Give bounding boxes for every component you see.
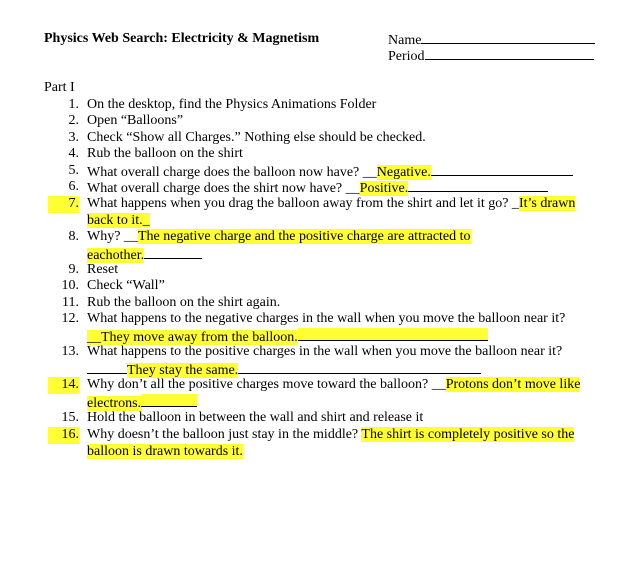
item-text <box>87 344 593 379</box>
answer-text-continued: electrons. <box>87 395 142 411</box>
item-text: Open “Balloons” <box>87 113 184 128</box>
question-text: What happens to the negative charges in the wall when you move the balloon near it? <box>87 311 566 326</box>
item-number: 1. <box>68 97 79 112</box>
item-text <box>87 229 593 264</box>
item-text: On the desktop, find the Physics Animations Folder <box>87 97 377 112</box>
item-text <box>87 179 593 198</box>
item-number: 7. <box>48 196 79 213</box>
question-text: What happens when you drag the balloon away from the shirt and let it go? _ <box>87 196 519 211</box>
item-number: 16. <box>48 427 79 444</box>
part-heading: Part I <box>44 80 75 95</box>
item-number: 13. <box>61 344 79 359</box>
item-number: 3. <box>68 130 79 145</box>
question-text: Why doesn’t the balloon just stay in the middle? <box>87 427 359 442</box>
answer-text: They stay the same. <box>127 362 239 378</box>
item-number: 4. <box>68 146 79 161</box>
period-blank-line[interactable] <box>425 47 594 60</box>
period-label: Period <box>388 49 425 64</box>
item-number: 14. <box>48 377 79 394</box>
item-number: 2. <box>68 113 79 128</box>
answer-text-continued: balloon is drawn towards it. <box>87 443 243 459</box>
answer-text: The negative charge and the positive charge are attracted to <box>137 229 471 244</box>
answer-blank-line <box>144 246 202 259</box>
answer-blank-line <box>298 328 488 341</box>
period-field[interactable] <box>388 47 594 65</box>
question-text: Why? __ <box>87 229 138 244</box>
answer-text: Protons don’t move like <box>445 377 581 392</box>
question-text: Why don’t all the positive charges move toward the balloon? __ <box>87 377 446 392</box>
item-text: Check “Show all Charges.” Nothing else should be checked. <box>87 130 426 145</box>
answer-text-continued: back to it._ <box>87 212 150 228</box>
item-number: 15. <box>61 410 79 425</box>
item-text <box>87 427 593 460</box>
answer-blank-line <box>238 361 481 374</box>
question-text: What happens to the positive charges in the wall when you move the balloon near it? <box>87 344 563 359</box>
item-number: 8. <box>68 229 79 244</box>
item-text <box>87 377 593 412</box>
item-text <box>87 311 593 346</box>
item-text: Check “Wall” <box>87 278 165 293</box>
answer-blank-line <box>408 179 548 192</box>
item-number: 10. <box>61 278 79 293</box>
answer-blank-line <box>141 394 197 407</box>
answer-blank-line <box>87 361 127 374</box>
item-number: 9. <box>68 262 79 277</box>
item-number: 12. <box>61 311 79 326</box>
item-text: Reset <box>87 262 119 277</box>
item-text: Rub the balloon on the shirt again. <box>87 295 281 310</box>
item-number: 6. <box>68 179 79 194</box>
question-text: What overall charge does the shirt now have? __ <box>87 181 360 196</box>
answer-text: It’s drawn <box>518 196 576 211</box>
item-number: 11. <box>62 295 79 310</box>
answer-text: Positive. <box>359 181 409 196</box>
answer-blank-line <box>431 163 573 176</box>
item-text <box>87 196 593 229</box>
answer-text: __They move away from the balloon. <box>87 329 298 345</box>
item-number: 5. <box>68 163 79 178</box>
name-label: Name <box>388 33 422 48</box>
answer-text-continued: eachother. <box>87 247 145 263</box>
item-text: Hold the balloon in between the wall and shirt and release it <box>87 410 424 425</box>
item-text: Rub the balloon on the shirt <box>87 146 243 161</box>
name-blank-line[interactable] <box>421 31 595 44</box>
worksheet-title: Physics Web Search: Electricity & Magnetism <box>44 31 320 46</box>
answer-text: Negative. <box>376 165 431 180</box>
answer-text: The shirt is completely positive so the <box>361 427 575 442</box>
question-text: What overall charge does the balloon now have? __ <box>87 165 377 180</box>
